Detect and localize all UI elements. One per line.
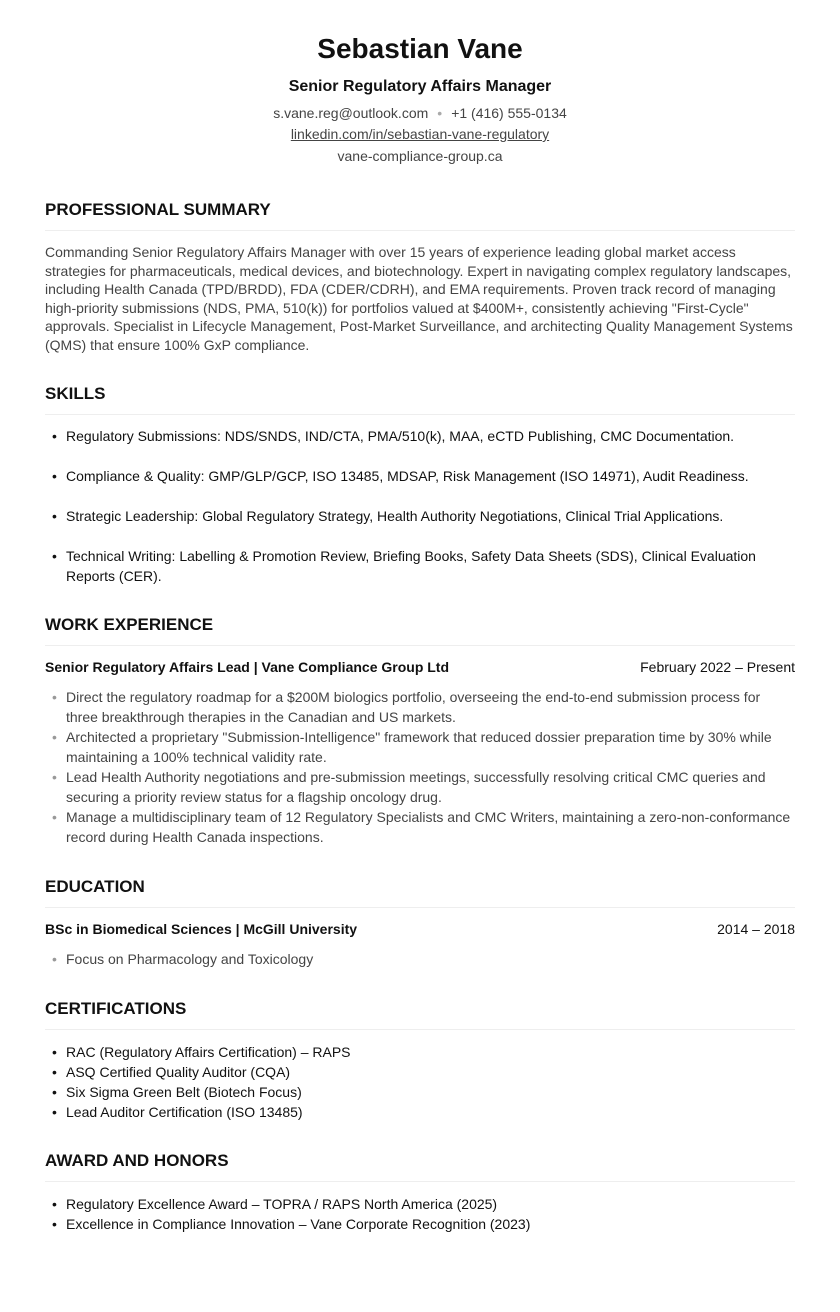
separator-dot: •	[437, 105, 443, 121]
section-heading: WORK EXPERIENCE	[45, 613, 795, 646]
job-dates: February 2022 – Present	[640, 659, 795, 675]
job-title: Senior Regulatory Affairs Lead | Vane Compliance Group Ltd	[45, 659, 450, 675]
summary-section	[45, 198, 795, 354]
job-header	[45, 657, 795, 677]
section-heading: AWARD AND HONORS	[45, 1149, 795, 1182]
list-item: • Lead Auditor Certification (ISO 13485)	[45, 1102, 795, 1122]
list-item: • ASQ Certified Quality Auditor (CQA)	[45, 1062, 795, 1082]
list-item: • Regulatory Excellence Award – TOPRA / RAPS North America (2025)	[45, 1194, 795, 1214]
education-section	[45, 875, 795, 969]
list-item: • Technical Writing: Labelling & Promotion Review, Briefing Books, Safety Data Sheets (SDS), Clinical Evaluation Reports (CER).	[45, 546, 795, 586]
skills-section	[45, 382, 795, 586]
section-heading: SKILLS	[45, 382, 795, 415]
list-item: • RAC (Regulatory Affairs Certification) – RAPS	[45, 1042, 795, 1062]
section-heading: CERTIFICATIONS	[45, 997, 795, 1030]
list-item: • Architected a proprietary "Submission-Intelligence" framework that reduced dossier preparation time by 30% while maintaining a 100% technical validity rate.	[45, 727, 795, 767]
website-link[interactable]: vane-compliance-group.ca	[337, 148, 503, 164]
list-item: • Strategic Leadership: Global Regulatory Strategy, Health Authority Negotiations, Clinical Trial Applications.	[45, 506, 795, 526]
awards-section	[45, 1149, 795, 1234]
email[interactable]: s.vane.reg@outlook.com	[273, 105, 429, 121]
summary-text: Commanding Senior Regulatory Affairs Manager with over 15 years of experience leading global market access strategies for pharmaceuticals, medical devices, and biotechnology. Expert in navigating complex regulatory landscapes, including Health Canada (TPD/BRDD), FDA (CDER/CDRH), and EMA requirements. Proven track record of managing high-priority submissions (NDS, PMA, 510(k)) for portfolios valued at $400M+, consistently achieving "First-Cycle" approvals. Specialist in Lifecycle Management, Post-Market Surveillance, and architecting Quality Management Systems (QMS) that ensure 100% GxP compliance.	[45, 244, 793, 353]
list-item: • Regulatory Submissions: NDS/SNDS, IND/CTA, PMA/510(k), MAA, eCTD Publishing, CMC Documentation.	[45, 426, 795, 446]
degree-title: BSc in Biomedical Sciences | McGill University	[45, 921, 358, 937]
section-heading: EDUCATION	[45, 875, 795, 908]
section-heading: PROFESSIONAL SUMMARY	[45, 198, 795, 231]
list-item: • Focus on Pharmacology and Toxicology	[45, 949, 795, 969]
list-item: • Direct the regulatory roadmap for a $200M biologics portfolio, overseeing the end-to-end submission process for three breakthrough therapies in the Canadian and US markets.	[45, 687, 795, 727]
education-dates: 2014 – 2018	[717, 921, 795, 937]
resume-header	[45, 32, 795, 167]
list-item: • Compliance & Quality: GMP/GLP/GCP, ISO 13485, MDSAP, Risk Management (ISO 14971), Audit Readiness.	[45, 466, 795, 486]
education-bullets	[45, 949, 795, 969]
linkedin-link[interactable]: linkedin.com/in/sebastian-vane-regulatory	[290, 126, 550, 142]
phone[interactable]: +1 (416) 555-0134	[451, 105, 567, 121]
awards-list	[45, 1194, 795, 1234]
certifications-list	[45, 1042, 795, 1122]
job-bullets	[45, 687, 795, 847]
candidate-title: Senior Regulatory Affairs Manager	[288, 78, 552, 95]
linkedin-line	[45, 124, 795, 145]
website-line	[45, 146, 795, 167]
list-item: • Lead Health Authority negotiations and pre-submission meetings, successfully resolving critical CMC queries and securing a priority review status for a flagship oncology drug.	[45, 767, 795, 807]
list-item: • Manage a multidisciplinary team of 12 Regulatory Specialists and CMC Writers, maintaining a zero-non-conformance record during Health Canada inspections.	[45, 807, 795, 847]
education-header	[45, 919, 795, 939]
list-item: • Six Sigma Green Belt (Biotech Focus)	[45, 1082, 795, 1102]
skills-list	[45, 426, 795, 586]
contact-line	[45, 103, 795, 124]
certifications-section	[45, 997, 795, 1122]
candidate-name: Sebastian Vane	[317, 33, 523, 64]
list-item: • Excellence in Compliance Innovation – Vane Corporate Recognition (2023)	[45, 1214, 795, 1234]
experience-section	[45, 613, 795, 847]
